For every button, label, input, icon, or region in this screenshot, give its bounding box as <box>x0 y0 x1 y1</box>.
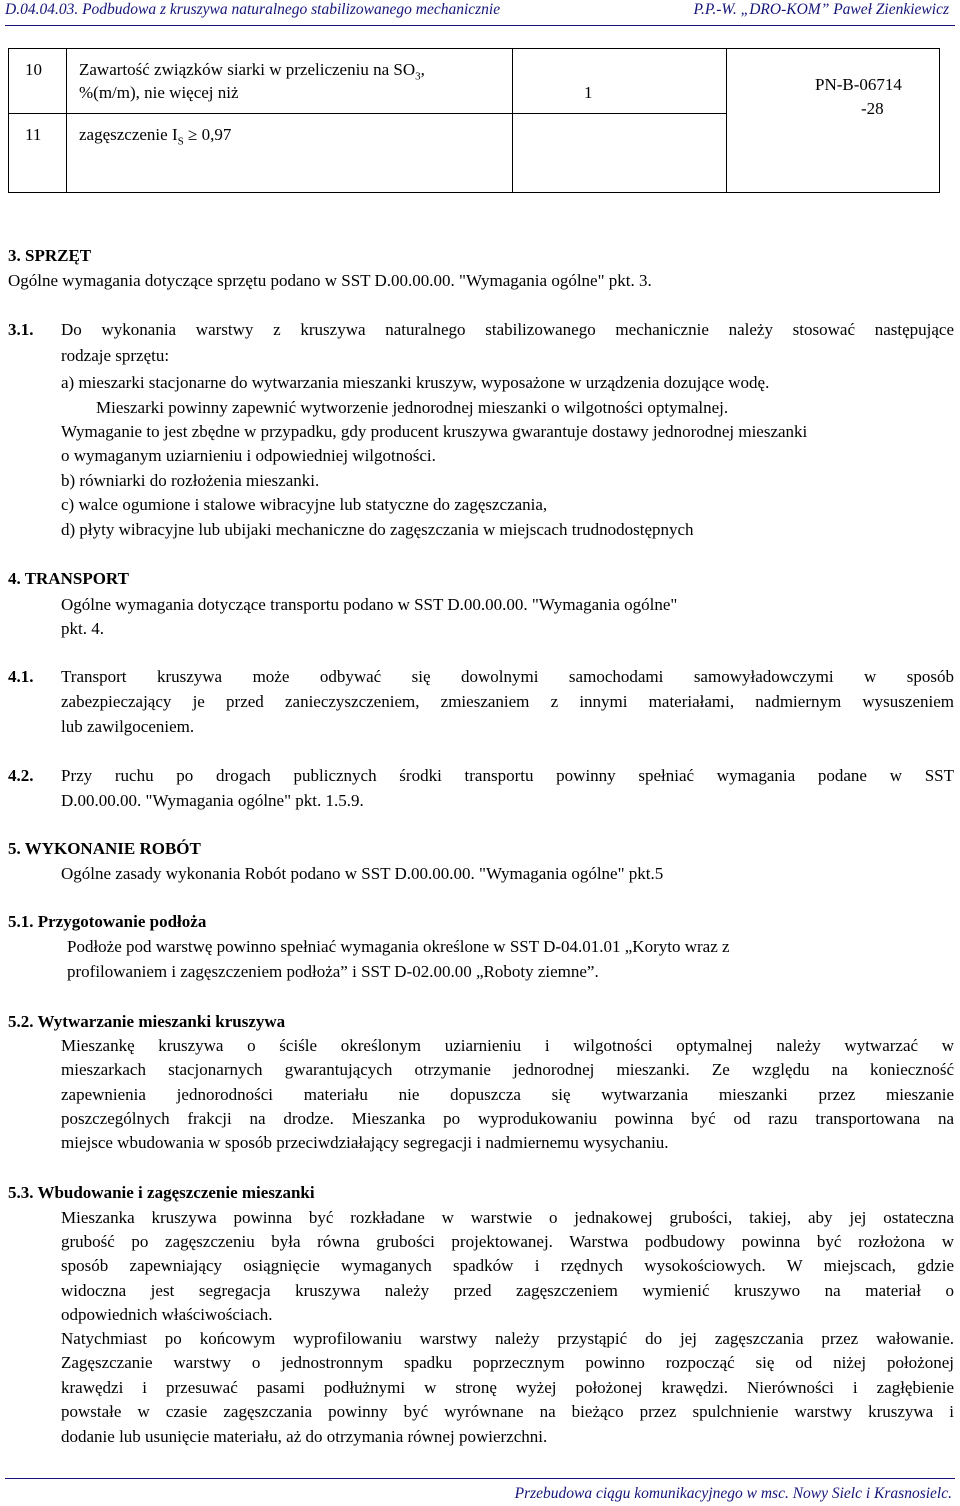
section-5-2-text: Mieszankę kruszywa o ściśle określonym uziarnieniu i wilgotności optymalnej należy wytwarzać w <box>61 1036 954 1055</box>
table-col-divider <box>512 49 513 192</box>
section-4-1-text: Transport kruszywa może odbywać się dowolnymi samochodami samowyładowczymi w sposób <box>61 667 954 686</box>
section-5-heading: 5. WYKONANIE ROBÓT <box>8 839 201 858</box>
list-item-c: c) walce ogumione i stalowe wibracyjne lub statyczne do zagęszczania, <box>61 495 548 514</box>
section-4-1-number: 4.1. <box>8 667 34 686</box>
section-5-3-heading: 5.3. Wbudowanie i zagęszczenie mieszanki <box>8 1183 315 1202</box>
section-5-3-text: Mieszanka kruszywa powinna być rozkładane w warstwie o jednakowej grubości, takiej, aby jej ostateczna <box>61 1208 954 1227</box>
section-3-1-number: 3.1. <box>8 320 34 339</box>
requirement-note-cont: o wymaganym uziarnieniu i odpowiedniej wilgotności. <box>61 446 436 465</box>
section-5-3-text: odpowiednich właściwościach. <box>61 1305 273 1324</box>
page-footer: Przebudowa ciągu komunikacyjnego w msc. Nowy Sielc i Krasnosielc. <box>514 1485 952 1502</box>
list-item-a: a) mieszarki stacjonarne do wytwarzania mieszanki kruszyw, wyposażone w urządzenia dozujące wodę. <box>61 373 770 392</box>
section-4-heading: 4. TRANSPORT <box>8 569 129 588</box>
section-4-1-text: lub zawilgoceniem. <box>61 717 195 736</box>
section-5-1-text: profilowaniem i zagęszczeniem podłoża” i SST D-02.00.00 „Roboty ziemne”. <box>67 962 599 981</box>
section-3-1-text: Do wykonania warstwy z kruszywa naturalnego stabilizowanego mechanicznie należy stosować następujące <box>61 320 954 339</box>
list-item-b: b) równiarki do rozłożenia mieszanki. <box>61 471 320 490</box>
section-3-intro: Ogólne wymagania dotyczące sprzętu podano w SST D.00.00.00. "Wymagania ogólne" pkt. 3. <box>8 271 652 290</box>
row-10-description-cont: %(m/m), nie więcej niż <box>79 83 239 102</box>
section-3-heading: 3. SPRZĘT <box>8 246 92 265</box>
section-5-3-text: widoczna jest segregacja kruszywa należy przed zagęszczeniem wymienić kruszywo na materiał o <box>61 1281 954 1300</box>
footer-rule <box>5 1478 955 1479</box>
section-5-2-text: poszczególnych frakcji na drodze. Mieszanka po wyprodukowaniu powinna być od razu transportowana na <box>61 1109 954 1128</box>
section-4-intro-cont: pkt. 4. <box>61 619 104 638</box>
section-5-1-heading: 5.1. Przygotowanie podłoża <box>8 912 207 931</box>
section-5-3-text: Zagęszczanie warstwy o jednostronnym spadku poprzecznym powinno rozpocząć się od niżej położonej <box>61 1353 954 1372</box>
header-rule <box>5 25 955 26</box>
section-5-3-text: sposób zapewniający osiągnięcie wymaganych spadków i rzędnych wysokościowych. W miejscach, gdzie <box>61 1256 954 1275</box>
section-5-1-text: Podłoże pod warstwę powinno spełniać wymagania określone w SST D-04.01.01 „Koryto wraz z <box>67 937 730 956</box>
requirements-table <box>8 48 940 193</box>
page-header <box>5 0 955 22</box>
section-5-2-text: miejsce wbudowania w sposób przeciwdziałający segregacji i nadmiernemu wysychaniu. <box>61 1133 669 1152</box>
table-row-divider <box>9 113 726 114</box>
row-10-description: Zawartość związków siarki w przeliczeniu na $SO_3$, <box>79 60 425 83</box>
list-item-a-cont: Mieszarki powinny zapewnić wytworzenie jednorodnej mieszanki o wilgotności optymalnej. <box>96 398 729 417</box>
section-5-3-text: grubość po zagęszczeniu była równa grubości projektowanej. Warstwa podbudowy powinna być rozłożona w <box>61 1232 954 1251</box>
section-5-3-text: krawędzi i przesuwać pasami podłużnymi w stronę wyżej położonej krawędzi. Nierówności i zagłębienie <box>61 1378 954 1397</box>
requirement-note: Wymaganie to jest zbędne w przypadku, gdy producent kruszywa gwarantuje dostawy jednorodnej mieszanki <box>61 422 808 441</box>
header-company: P.P.-W. „DRO-KOM” Paweł Zienkiewicz <box>693 1 949 18</box>
norm-reference-suffix: -28 <box>861 99 884 118</box>
list-item-d: d) płyty wibracyjne lub ubijaki mechaniczne do zagęszczania w miejscach trudnodostępnych <box>61 520 694 539</box>
section-5-3-text: Natychmiast po końcowym wyprofilowaniu warstwy należy przystąpić do jej zagęszczania przez wałowanie. <box>61 1329 954 1348</box>
section-5-intro: Ogólne zasady wykonania Robót podano w SST D.00.00.00. "Wymagania ogólne" pkt.5 <box>61 864 664 883</box>
row-10-value: 1 <box>584 83 593 102</box>
section-3-1-text-cont: rodzaje sprzętu: <box>61 346 170 365</box>
section-4-2-number: 4.2. <box>8 766 34 785</box>
section-4-intro: Ogólne wymagania dotyczące transportu podano w SST D.00.00.00. "Wymagania ogólne" <box>61 595 678 614</box>
section-4-2-text: D.00.00.00. "Wymagania ogólne" pkt. 1.5.9. <box>61 791 364 810</box>
section-4-2-text: Przy ruchu po drogach publicznych środki transportu powinny spełniać wymagania podane w SST <box>61 766 954 785</box>
row-11-number: 11 <box>25 125 42 144</box>
section-4-1-text: zabezpieczający je przed zanieczyszczeniem, zmieszaniem z innymi materiałami, nadmiernym wysuszeniem <box>61 692 954 711</box>
section-5-2-text: mieszarkach stacjonarnych gwarantujących otrzymanie jednorodnej mieszanki. Ze względu na konieczność <box>61 1060 954 1079</box>
section-5-3-text: powstałe w czasie zagęszczania powinny być wyrównane na bieżąco przez spulchnienie warstwy kruszywa i <box>61 1402 954 1421</box>
section-5-2-text: zapewnienia jednorodności materiału nie dopuszcza się wytwarzania mieszanki przez mieszanie <box>61 1085 954 1104</box>
section-5-2-heading: 5.2. Wytwarzanie mieszanki kruszywa <box>8 1012 286 1031</box>
table-col-divider <box>726 49 727 192</box>
row-10-number: 10 <box>25 60 42 79</box>
row-11-description: zagęszczenie $I_S \ge 0,97$ <box>79 125 232 148</box>
header-document-title: D.04.04.03. Podbudowa z kruszywa naturalnego stabilizowanego mechanicznie <box>5 1 501 18</box>
table-col-divider <box>66 49 67 192</box>
section-5-3-text: dodanie lub usunięcie materiału, aż do otrzymania równej powierzchni. <box>61 1427 548 1446</box>
norm-reference: PN-B-06714 <box>815 75 902 94</box>
